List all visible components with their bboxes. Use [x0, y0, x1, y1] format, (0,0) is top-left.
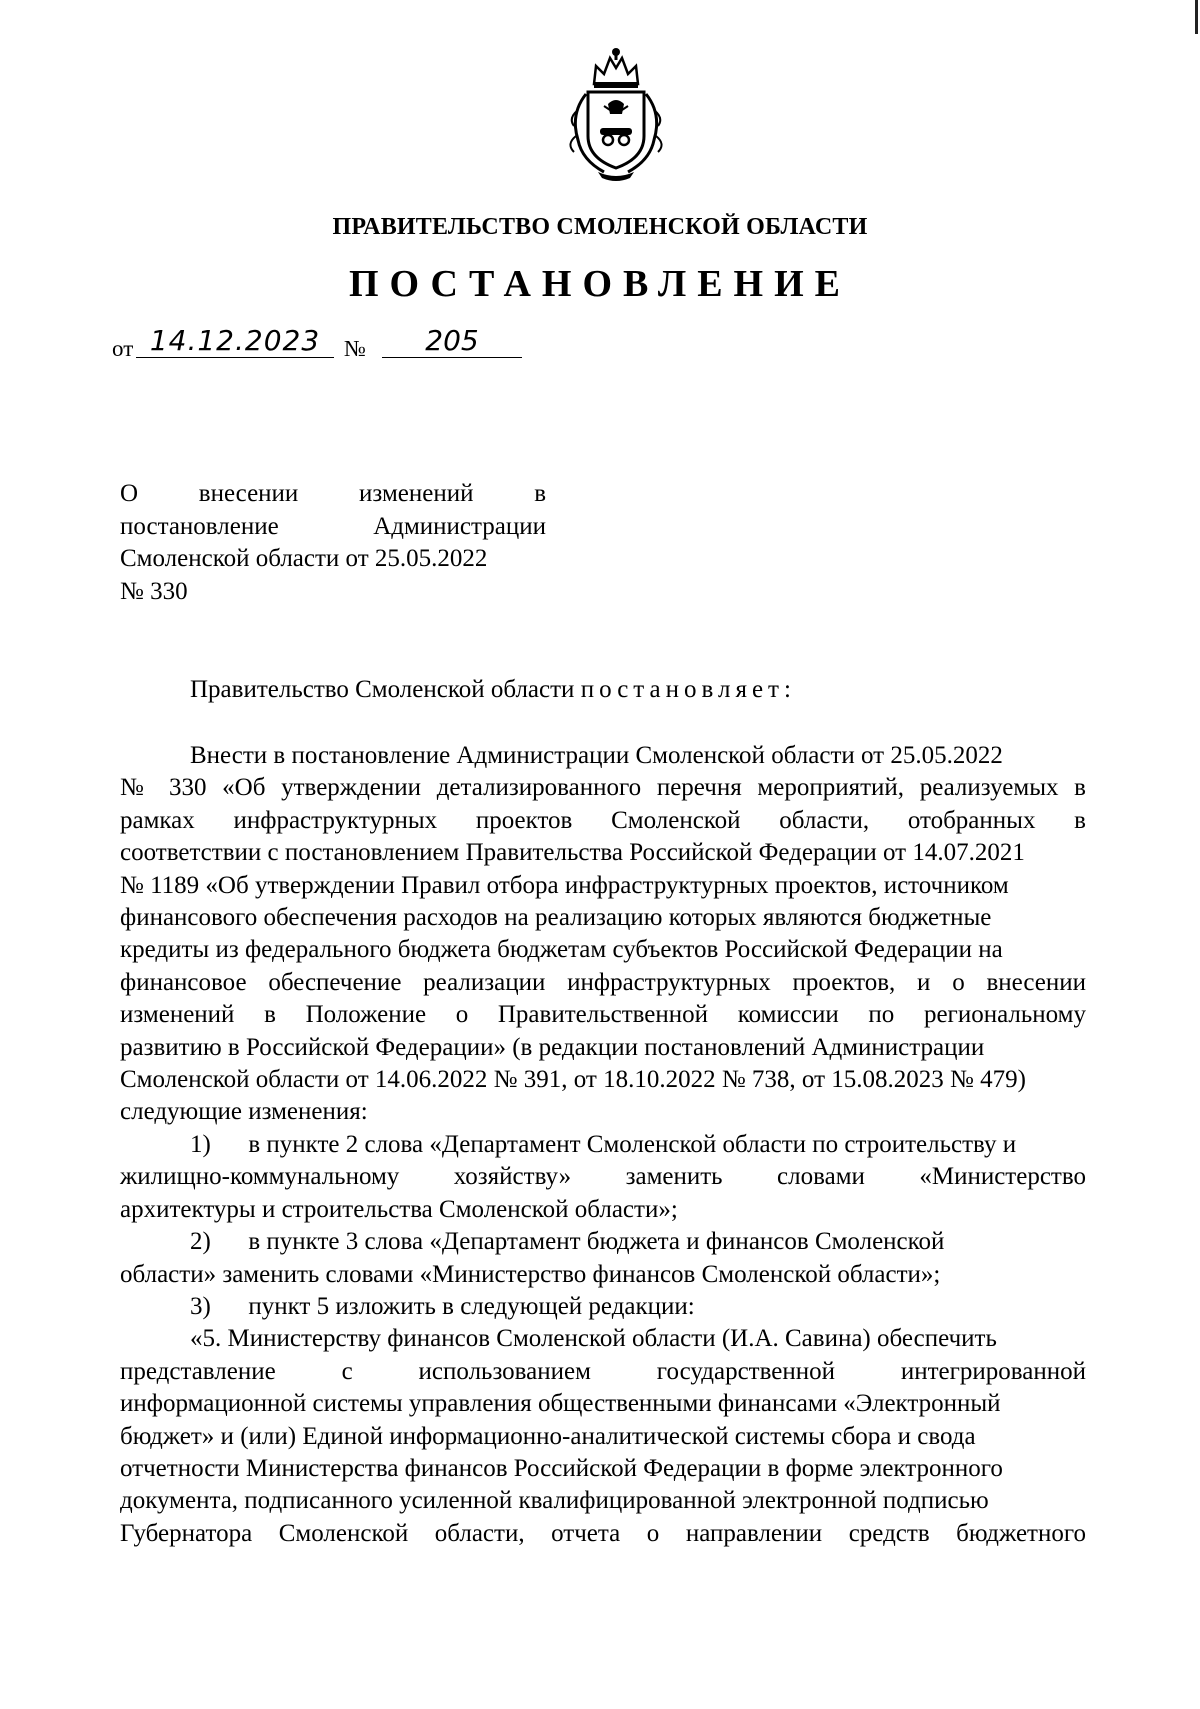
body-line: Внести в постановление Администрации Смоленской области от 25.05.2022: [190, 742, 1003, 769]
intro-text: Правительство Смоленской области: [190, 676, 575, 703]
date-prefix: от: [112, 336, 134, 361]
body-line: финансовое обеспечение реализации инфраструктурных проектов, и о внесении: [120, 968, 1086, 996]
body-line: Губернатора Смоленской области, отчета о направлении средств бюджетного: [120, 1519, 1086, 1547]
document-type-title: ПОСТАНОВЛЕНИЕ: [348, 263, 852, 305]
body-line: бюджет» и (или) Единой информационно-аналитической системы сбора и свода: [120, 1422, 976, 1450]
body-line: «5. Министерству финансов Смоленской области (И.А. Савина) обеспечить: [190, 1325, 997, 1353]
body-line: изменений в Положение о Правительственной комиссии по региональному: [120, 1001, 1086, 1029]
date-field: 14.12.2023: [136, 324, 334, 358]
body-line: жилищно-коммунальному хозяйству» заменить словами «Министерство: [120, 1163, 1086, 1191]
body-line: рамках инфраструктурных проектов Смоленской области, отобранных в: [120, 806, 1086, 834]
body-line: области» заменить словами «Министерство финансов Смоленской области»;: [120, 1260, 941, 1288]
body-line: финансового обеспечения расходов на реализацию которых являются бюджетные: [120, 904, 992, 932]
list-item: 2) в пункте 3 слова «Департамент бюджета и финансов Смоленской: [190, 1228, 945, 1256]
subject-line: О внесении изменений в: [120, 480, 546, 507]
body-line: архитектуры и строительства Смоленской области»;: [120, 1195, 678, 1223]
subject-line: Смоленской области от 25.05.2022: [120, 545, 488, 572]
government-title: ПРАВИТЕЛЬСТВО СМОЛЕНСКОЙ ОБЛАСТИ: [332, 214, 868, 240]
body-line: № 1189 «Об утверждении Правил отбора инфраструктурных проектов, источником: [120, 871, 1009, 899]
body-line: кредиты из федерального бюджета бюджетам субъектов Российской Федерации на: [120, 936, 1003, 964]
body-line: следующие изменения:: [120, 1098, 368, 1126]
number-field: 205: [382, 324, 522, 358]
resolution-intro: [190, 676, 796, 704]
scan-edge-mark: [1195, 0, 1198, 34]
resolution-body: [120, 740, 1086, 1550]
subject-line: № 330: [120, 577, 188, 605]
body-line: представление с использованием государственной интегрированной: [120, 1357, 1086, 1385]
list-item: 1) в пункте 2 слова «Департамент Смоленской области по строительству и: [190, 1130, 1017, 1158]
document-subject: [120, 478, 546, 608]
coat-of-arms-emblem: [564, 44, 668, 182]
body-line: № 330 «Об утверждении детализированного перечня мероприятий, реализуемых в: [120, 774, 1086, 802]
body-line: соответствии с постановлением Правительства Российской Федерации от 14.07.2021: [120, 839, 1025, 867]
body-line: отчетности Министерства финансов Российской Федерации в форме электронного: [120, 1454, 1003, 1482]
body-line: документа, подписанного усиленной квалифицированной электронной подписью: [120, 1487, 989, 1515]
number-prefix: №: [344, 336, 366, 361]
intro-verb: постановляет:: [580, 676, 796, 703]
body-line: развитию в Российской Федерации» (в редакции постановлений Администрации: [120, 1033, 985, 1061]
body-line: информационной системы управления общественными финансами «Электронный: [120, 1390, 1001, 1418]
list-item: 3) пункт 5 изложить в следующей редакции:: [190, 1292, 695, 1320]
body-line: Смоленской области от 14.06.2022 № 391, от 18.10.2022 № 738, от 15.08.2023 № 479): [120, 1066, 1026, 1094]
subject-line: постановление Администрации: [120, 512, 546, 540]
date-number-line: [112, 322, 542, 362]
